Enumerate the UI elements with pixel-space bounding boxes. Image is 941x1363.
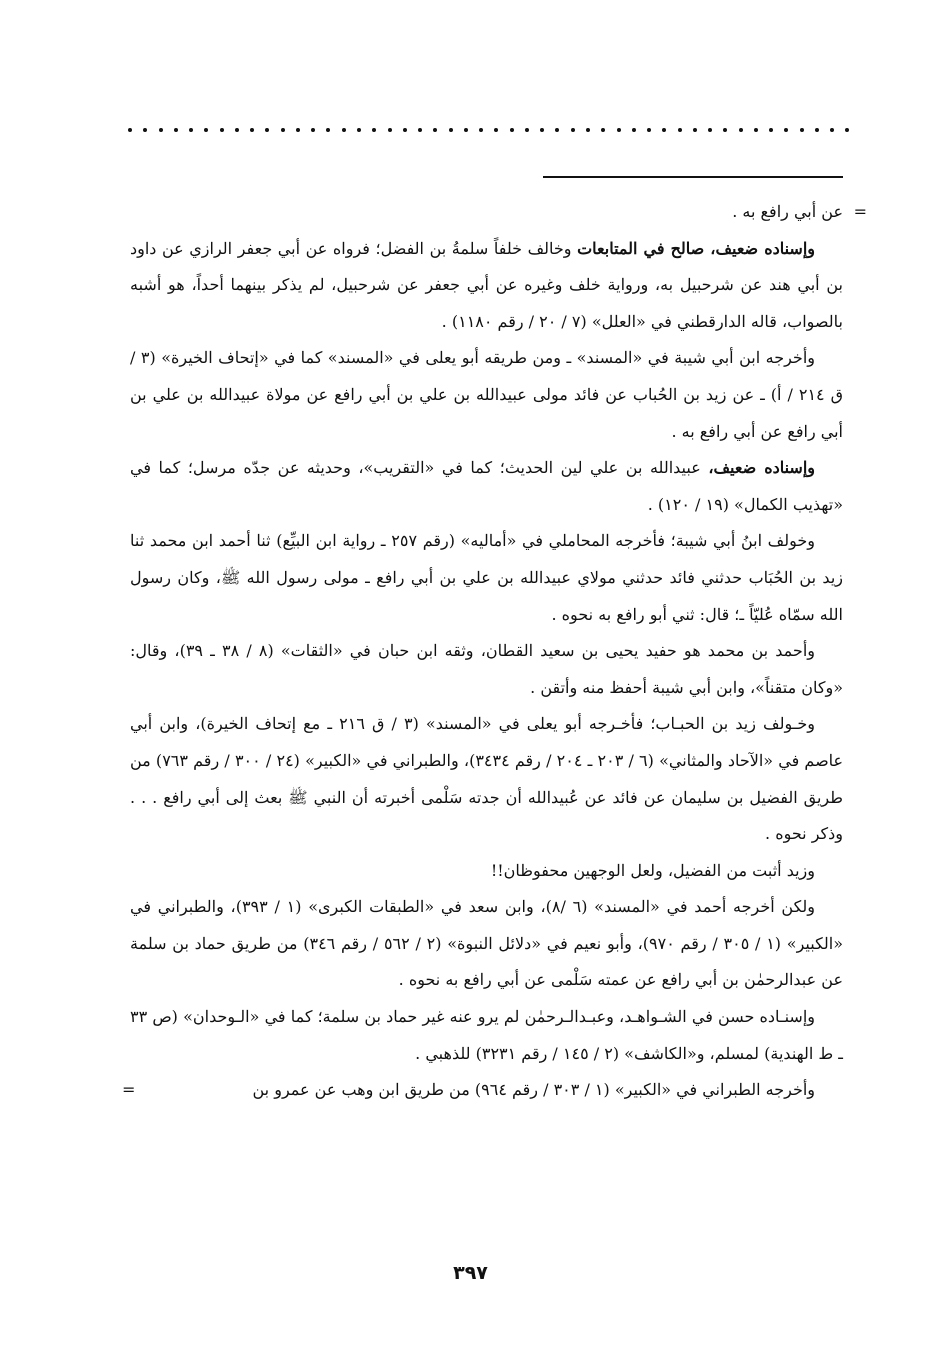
continuation-marker: = (853, 202, 867, 221)
page-number: ٣٩٧ (453, 1262, 488, 1284)
paragraph-1: = عن أبي رافع به . (130, 194, 843, 231)
paragraph-11: وأخرجه الطبراني في «الكبير» (١ / ٣٠٣ / رقم ٩٦٤) من طريق ابن وهب عن عمرو بن = (130, 1072, 843, 1109)
paragraph-10: وإسنـاده حسن في الشـواهـد، وعبـدالـرحمٰن لم يرو عنه غير حماد بن سلمة؛ كما في «الـوحدان» (ص ٣٣ ـ ط الهندية) لمسلم، و«الكاشف» (٢ / ١٤٥ / رقم ٣٢٣١) للذهبي . (130, 1007, 843, 1063)
paragraph-5: وخولف ابنُ أبي شيبة؛ فأخرجه المحاملي في «أماليه» (رقم ٢٥٧ ـ رواية ابن البيِّع) ثنا أحمد ابن محمد ثنا زيد بن الحُبَاب حدثني فائد حدثني مولاي عبيدالله بن علي بن أبي رافع ـ مولى رسول الله ﷺ، وكان رسول الله سمّاه عُليّاً ـ؛ قال: ثني أبو رافع به نحوه . (130, 531, 843, 624)
dotted-separator (128, 128, 850, 132)
paragraph-4: وإسناده ضعيف، عبيدالله بن علي لين الحديث؛ كما في «التقريب»، وحديثه عن جدّه مرسل؛ كما في «تهذيب الكمال» (١٩ / ١٢٠) . (130, 458, 843, 514)
paragraph-2: وإسناده ضعيف، صالح في المتابعات وخالف خلفاً سلمةُ بن الفضل؛ فرواه عن أبي جعفر الرازي عن داود بن أبي هند عن شرحبيل به، ورواية خلف وغيره عن أبي جعفر عن شرحبيل، لم يذكر بينهما أحداً، هو أشبه بالصواب، قاله الدارقطني في «العلل» (٧ / ٢٠ / رقم ١١٨٠) . (130, 238, 843, 331)
paragraph-8: وزيد أثبت من الفضيل، ولعل الوجهين محفوظان!! (490, 860, 815, 880)
paragraph-6: وأحمد بن محمد هو حفيد يحيى بن سعيد القطان، وثقه ابن حبان في «الثقات» (٨ / ٣٨ ـ ٣٩)، وقال: «وكان متقناً»، وابن أبي شيبة أحفظ منه وأتقن . (130, 641, 843, 697)
footnote-body (122, 194, 867, 1109)
paragraph-3: وأخرجه ابن أبي شيبة في «المسند» ـ ومن طريقه أبو يعلى في «المسند» كما في «إتحاف الخيرة» (٣ / ق ٢١٤ / أ) ـ عن زيد بن الحُباب عن فائد مولى عبيدالله بن علي بن أبي رافع عن مولاة عبيدالله بن علي بن أبي رافع عن أبي رافع به . (130, 348, 844, 441)
continuation-marker-end: = (122, 1080, 136, 1100)
footnote-rule (543, 176, 843, 178)
paragraph-7: وخـولف زيد بن الحبـاب؛ فأخـرجه أبو يعلى في «المسند» (٣ / ق ٢١٦ ـ مع إتحاف الخيرة)، وابن أبي عاصم في «الآحاد والمثاني» (٦ / ٢٠٣ ـ ٢٠٤ / رقم ٣٤٣٤)، والطبراني في «الكبير» (٢٤ / ٣٠٠ / رقم ٧٦٣) من طريق الفضيل بن سليمان عن فائد عن عُبيدالله أن جدته سَلْمى أخبرته أن النبي ﷺ بعث إلى أبي رافع . . . وذكر نحوه . (130, 714, 844, 844)
paragraph-9: ولكن أخرجه أحمد في «المسند» (٦ /٨)، وابن سعد في «الطبقات الكبرى» (١ / ٣٩٣)، والطبراني في «الكبير» (١ / ٣٠٥ / رقم ٩٧٠)، وأبو نعيم في «دلائل النبوة» (٢ / ٥٦٢ / رقم ٣٤٦) من طريق حماد بن سلمة عن عبدالرحمٰن بن أبي رافع عن عمته سَلْمى عن أبي رافع به نحوه . (130, 897, 844, 990)
